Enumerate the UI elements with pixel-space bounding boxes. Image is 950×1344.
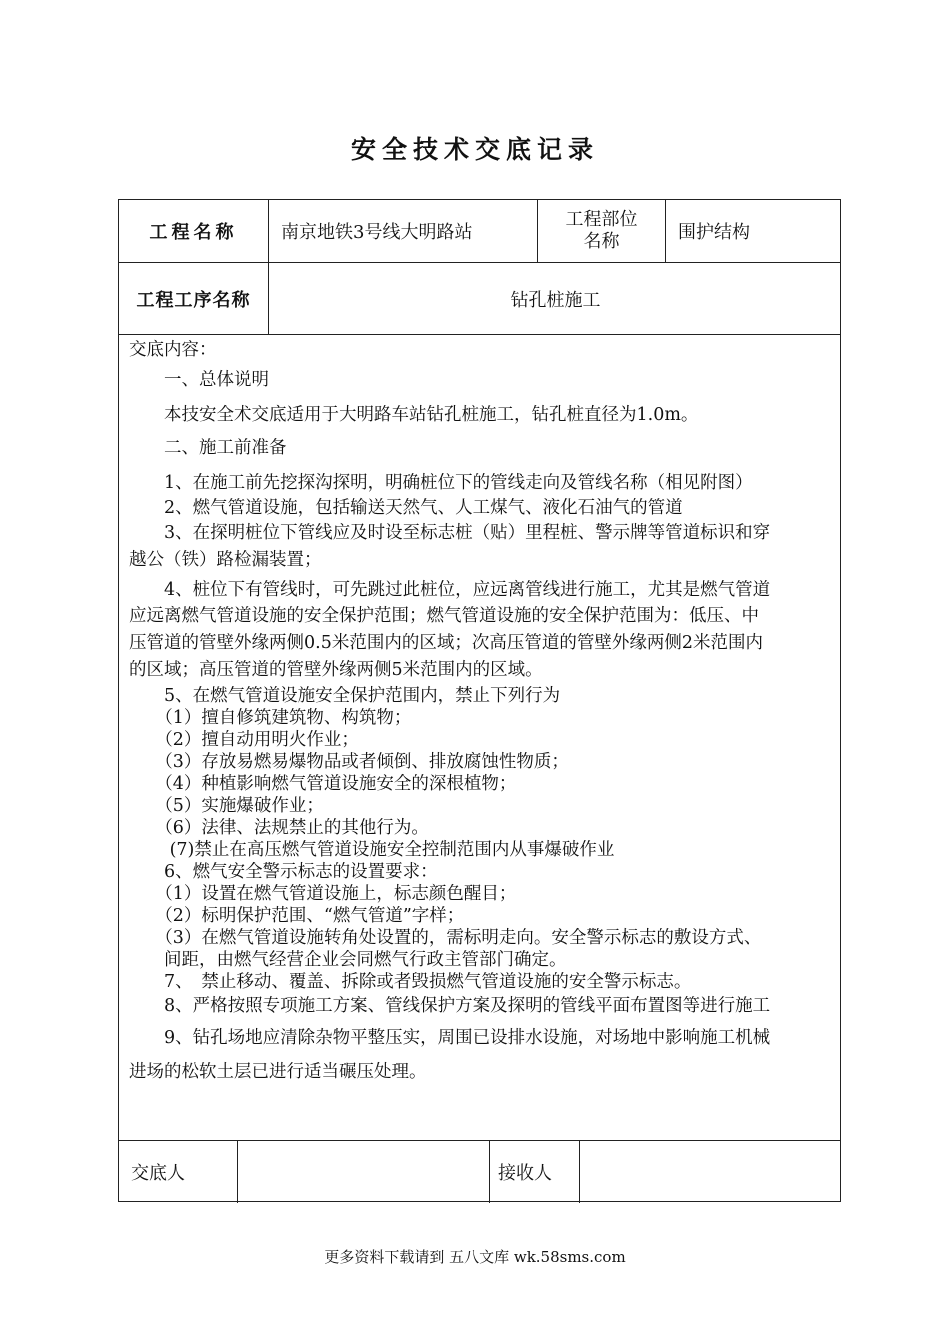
content-line: 压管道的管壁外缘两侧0.5米范围内的区域；次高压管道的管壁外缘两侧2米范围内: [129, 633, 763, 653]
content-line: 5、在燃气管道设施安全保护范围内，禁止下列行为: [129, 686, 561, 706]
content-line: 越公（铁）路检漏装置；: [129, 550, 322, 570]
content-line: （2）标明保护范围、“燃气管道”字样；: [129, 906, 465, 926]
briefer-label: 交底人: [131, 1162, 185, 1184]
process-name-label: 工程工序名称: [136, 289, 251, 311]
record-table: [118, 199, 841, 1202]
briefing-content: [119, 334, 842, 1140]
content-line: （3）在燃气管道设施转角处设置的，需标明走向。安全警示标志的敷设方式、: [129, 928, 762, 948]
content-line: 3、在探明桩位下管线应及时设至标志桩（贴）里程桩、警示牌等管道标识和穿: [129, 523, 771, 543]
project-part-label-line1: 工程部位: [565, 209, 638, 230]
project-part-label-line2: 名称: [583, 231, 620, 252]
content-line: 应远离燃气管道设施的安全保护范围；燃气管道设施的安全保护范围为：低压、中: [129, 606, 759, 626]
content-line: 8、严格按照专项施工方案、管线保护方案及探明的管线平面布置图等进行施工: [129, 996, 771, 1016]
footer-note: 更多资料下载请到 五八文库 wk.58sms.com: [324, 1248, 626, 1266]
content-line: （2）擅自动用明火作业；: [129, 730, 359, 750]
content-line: 9、钻孔场地应清除杂物平整压实，周围已设排水设施，对场地中影响施工机械: [129, 1028, 771, 1048]
receiver-label: 接收人: [498, 1162, 552, 1184]
content-line: 4、桩位下有管线时，可先跳过此桩位，应远离管线进行施工，尤其是燃气管道: [129, 580, 771, 600]
content-line: 一、总体说明: [129, 370, 269, 390]
content-line: 间距，由燃气经营企业会同燃气行政主管部门确定。: [129, 950, 567, 970]
content-line: 的区域；高压管道的管壁外缘两侧5米范围内的区域。: [129, 660, 543, 680]
content-line: （6）法律、法规禁止的其他行为。: [129, 818, 429, 838]
project-part-value: 围护结构: [678, 222, 750, 243]
content-line: （3）存放易燃易爆物品或者倾倒、排放腐蚀性物质；: [129, 752, 569, 772]
project-name-label: 工程名称: [149, 222, 238, 243]
content-line: （1）擅自修筑建筑物、构筑物；: [129, 708, 412, 728]
content-line: 交底内容：: [129, 340, 217, 360]
briefer-signature-field[interactable]: [238, 1141, 489, 1202]
content-line: （1）设置在燃气管道设施上，标志颜色醒目；: [129, 884, 517, 904]
content-line: 6、燃气安全警示标志的设置要求：: [129, 862, 438, 882]
content-line: 本技安全术交底适用于大明路车站钻孔桩施工，钻孔桩直径为1.0m。: [129, 405, 699, 425]
content-line: 2、燃气管道设施，包括输送天然气、人工煤气、液化石油气的管道: [129, 498, 683, 518]
project-part-label: [538, 200, 665, 262]
content-line: 二、施工前准备: [129, 438, 287, 458]
content-line: （5）实施爆破作业；: [129, 796, 324, 816]
content-line: (7)禁止在高压燃气管道设施安全控制范围内从事爆破作业: [129, 840, 615, 860]
content-line: （4）种植影响燃气管道设施安全的深根植物；: [129, 774, 517, 794]
content-line: 1、在施工前先挖探沟探明，明确桩位下的管线走向及管线名称（相见附图）: [129, 473, 753, 493]
content-line: 7、 禁止移动、覆盖、拆除或者毁损燃气管道设施的安全警示标志。: [129, 972, 692, 992]
project-name-value: 南京地铁3号线大明路站: [281, 222, 473, 243]
receiver-signature-field[interactable]: [580, 1141, 842, 1202]
process-name-value: 钻孔桩施工: [510, 289, 601, 311]
page-title: 安全技术交底记录: [350, 135, 599, 164]
content-line: 进场的松软土层已进行适当碾压处理。: [129, 1062, 427, 1082]
